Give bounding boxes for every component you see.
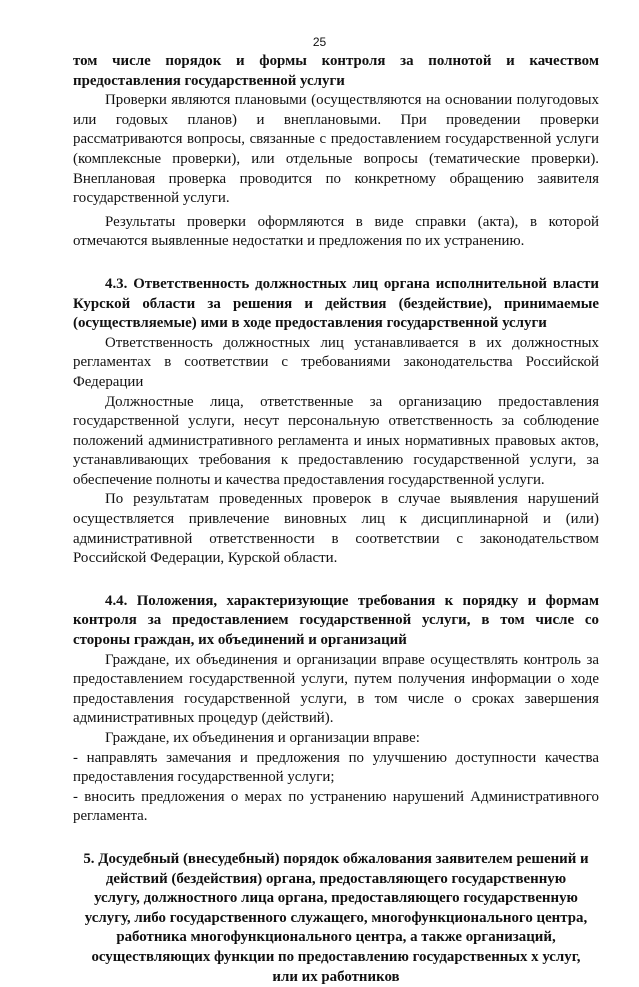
paragraph: Граждане, их объединения и организации вправе осуществлять контроль за предоставлением государственной услуги, путем получения информации о ходе предоставления государственной услуги, в том числе о сроках завершения административных процедур (действий). xyxy=(73,651,599,727)
list-item: - направлять замечания и предложения по улучшению доступности качества предоставления государственной услуги; xyxy=(73,749,599,786)
section-heading-4-4: 4.4. Положения, характеризующие требования к порядку и формам контроля за предоставлением государственной услуги, в том числе со стороны граждан, их объединений и организаций xyxy=(73,592,599,649)
paragraph: Граждане, их объединения и организации вправе: xyxy=(105,730,420,746)
paragraph: Ответственность должностных лиц устанавливается в их должностных регламентах в соответствии с требованиями законодательства Российской Федерации xyxy=(73,334,599,390)
section-heading-5: 5. Досудебный (внесудебный) порядок обжалования заявителем решений и действий (бездействия) органа, предоставляющего государственную услугу, должностного лица органа, предоставляющего государственную услугу, либо государственного служащего, многофункционального центра, работника многофункционального центра, а также организаций, осуществляющих функции по предоставлению государственных х услуг, или их работников xyxy=(83,850,589,985)
page-content xyxy=(73,52,599,987)
paragraph: По результатам проведенных проверок в случае выявления нарушений осуществляется привлечение виновных лиц к дисциплинарной и (или) административной ответственности в соответствии с законодательством Российской Федерации, Курской области. xyxy=(73,491,599,567)
section-heading-4-3: 4.3. Ответственность должностных лиц органа исполнительной власти Курской области за решения и действия (бездействие), принимаемые (осуществляемые) ими в ходе предоставления государственной услуги xyxy=(73,275,599,332)
list-item: - вносить предложения о мерах по устранению нарушений Административного регламента. xyxy=(73,788,599,825)
page-number: 25 xyxy=(312,35,327,49)
paragraph: Результаты проверки оформляются в виде справки (акта), в которой отмечаются выявленные недостатки и предложения по их устранению. xyxy=(73,213,599,250)
section-heading-continuation: том числе порядок и формы контроля за полнотой и качеством предоставления государственной услуги xyxy=(73,53,599,89)
paragraph: Должностные лица, ответственные за организацию предоставления государственной услуги, несут персональную ответственность за соблюдение положений административного регламента и иных нормативных правовых актов, устанавливающих требования к предоставлению государственной услуги, за обеспечение полноты и качества предоставления государственной услуги. xyxy=(73,393,599,488)
paragraph: Проверки являются плановыми (осуществляются на основании полугодовых или годовых планов) и внеплановыми. При проведении проверки рассматриваются вопросы, связанные с предоставлением государственной услуги (комплексные проверки), или отдельные вопросы (тематические проверки). Внеплановая проверка проводится по конкретному обращению заявителя государственной услуги. xyxy=(73,92,599,207)
